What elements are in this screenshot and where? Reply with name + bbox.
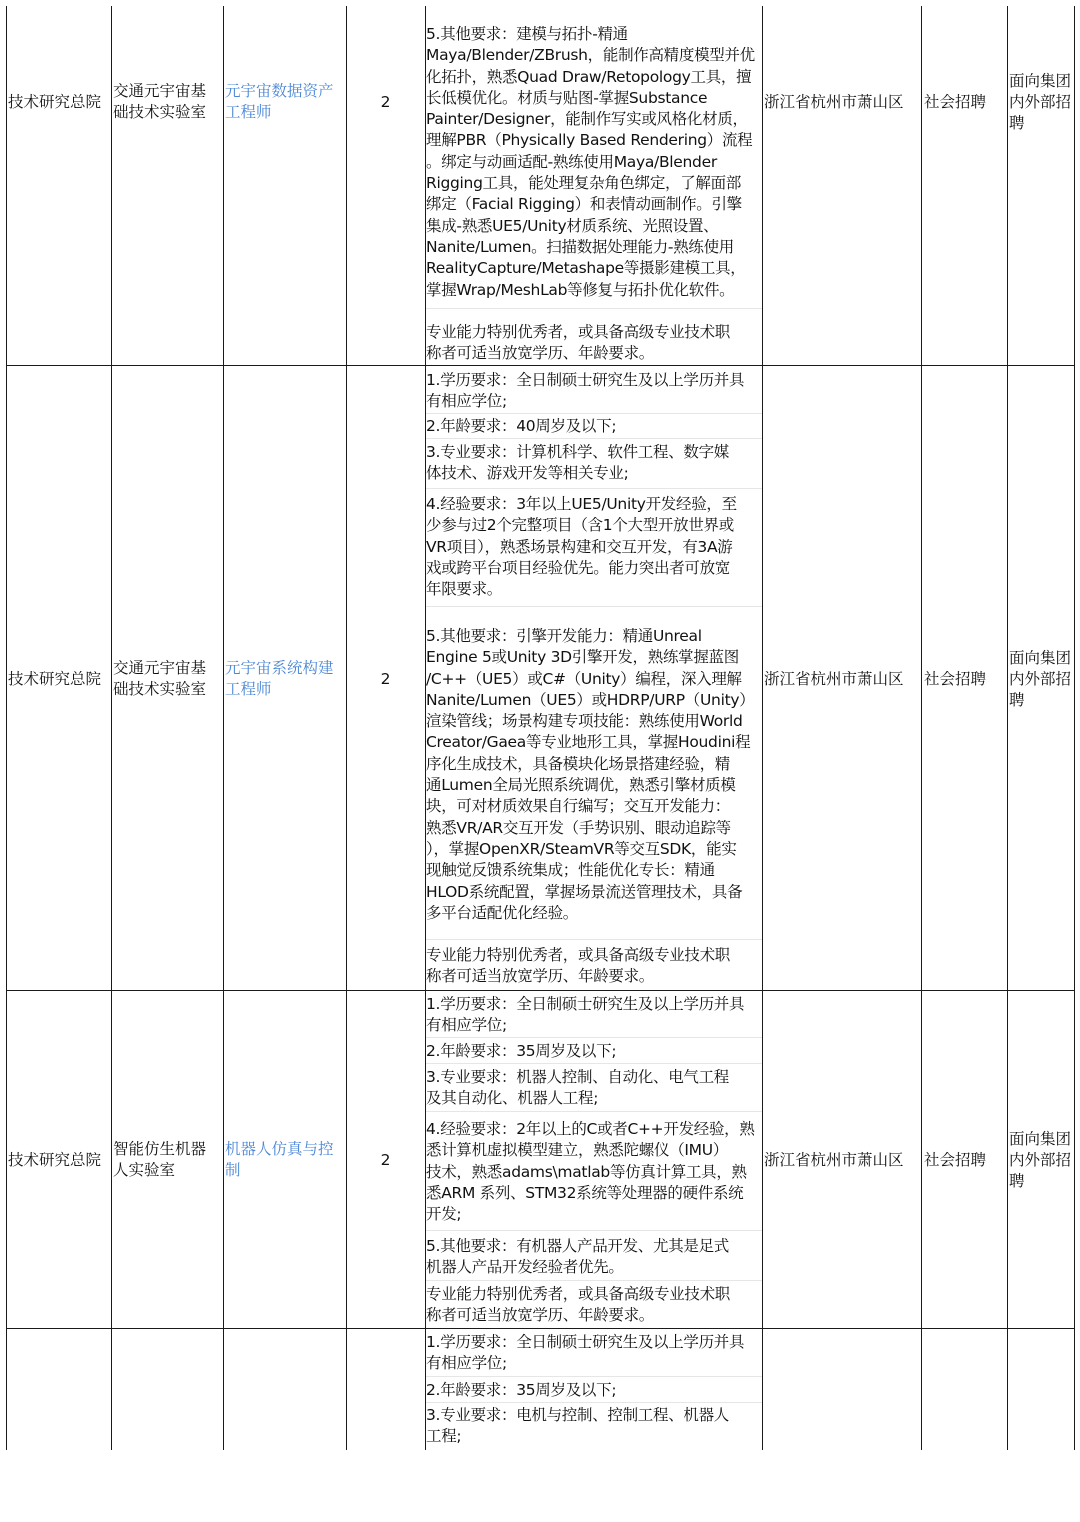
location-cell: 浙江省杭州市萧山区 <box>764 1151 904 1169</box>
requirement-item: 3.专业要求：计算机科学、软件工程、数字媒 体技术、游戏开发等相关专业; <box>426 443 729 483</box>
grid-line <box>762 6 763 1450</box>
location-cell: 浙江省杭州市萧山区 <box>764 93 904 111</box>
grid-line <box>346 6 347 1450</box>
cell-divider <box>426 1280 762 1281</box>
lab-cell: 智能仿生机器 人实验室 <box>113 1140 207 1179</box>
requirement-item: 2.年龄要求：35周岁及以下; <box>426 1042 617 1060</box>
dept-cell: 技术研究总院 <box>8 670 102 688</box>
cell-divider <box>426 1037 762 1038</box>
recruit-type-cell: 社会招聘 <box>924 670 987 688</box>
cell-divider <box>426 488 762 489</box>
headcount-cell: 2 <box>380 1151 391 1169</box>
grid-line <box>111 6 112 1450</box>
grid-line <box>1074 6 1075 1450</box>
row-border <box>6 365 1075 366</box>
scope-cell: 面向集团 内外部招 聘 <box>1009 649 1072 709</box>
lab-cell: 交通元宇宙基 础技术实验室 <box>113 659 207 698</box>
requirement-item: 5.其他要求：有机器人产品开发、尤其是足式 机器人产品开发经验者优先。 <box>426 1237 729 1277</box>
requirement-item: 专业能力特别优秀者，或具备高级专业技术职 称者可适当放宽学历、年龄要求。 <box>426 946 731 986</box>
grid-line <box>223 6 224 1450</box>
requirement-item: 3.专业要求：电机与控制、控制工程、机器人 工程; <box>426 1406 729 1446</box>
lab-cell: 交通元宇宙基 础技术实验室 <box>113 82 207 121</box>
cell-divider <box>426 1230 762 1231</box>
requirement-item: 4.经验要求：3年以上UE5/Unity开发经验，至 少参与过2个完整项目（含1个大型开放世界或 VR项目），熟悉场景构建和交互开发，有3A游 戏或跨平台项目经验优先。能力突出者可放宽 年限要求。 <box>426 495 737 599</box>
cell-divider <box>426 413 762 414</box>
cell-divider <box>426 1063 762 1064</box>
cell-divider <box>426 606 762 607</box>
scope-cell: 面向集团 内外部招 聘 <box>1009 72 1072 132</box>
requirement-item: 5.其他要求：建模与拓扑-精通 Maya/Blender/ZBrush，能制作高精度模型并优 化拓扑，熟悉Quad Draw/Retopology工具，擅 长低模优化。材质与贴图-掌握Substance Painter/Designer，能制作写实或风格化材质， 理解PBR（Physically Based Rendering）流程 。绑定与动画适配-熟练使用Maya/Blender Rigging工具，能处理复杂角色绑定，了解面部 绑定（Facial Rigging）和表情动画制作。引擎 集成-熟悉UE5/Unity材质系统、光照设置、 Nanite/Lumen。扫描数据处理能力-熟练使用 RealityCapture/Metashape等摄影建模工具， 掌握Wrap/MeshLab等修复与拓扑优化软件。 <box>426 25 755 299</box>
requirement-item: 1.学历要求：全日制硕士研究生及以上学历并具 有相应学位; <box>426 1333 745 1373</box>
requirement-item: 4.经验要求：2年以上的C或者C++开发经验，熟 悉计算机虚拟模型建立，熟悉陀螺仪（IMU） 技术，熟悉adams\matlab等仿真计算工具，熟 悉ARM 系列、STM32系统等处理器的硬件系统 开发; <box>426 1120 755 1224</box>
location-cell: 浙江省杭州市萧山区 <box>764 670 904 688</box>
cell-divider <box>426 939 762 940</box>
grid-line <box>6 6 7 1450</box>
row-border <box>6 990 1075 991</box>
requirement-item: 专业能力特别优秀者，或具备高级专业技术职 称者可适当放宽学历、年龄要求。 <box>426 323 731 363</box>
cell-divider <box>426 1402 762 1403</box>
cell-divider <box>426 308 762 309</box>
grid-line <box>921 6 922 1450</box>
recruit-type-cell: 社会招聘 <box>924 1151 987 1169</box>
position-link[interactable]: 元宇宙系统构建 工程师 <box>225 659 334 698</box>
requirement-item: 3.专业要求：机器人控制、自动化、电气工程 及其自动化、机器人工程; <box>426 1068 729 1108</box>
grid-line <box>1007 6 1008 1450</box>
cell-divider <box>426 1376 762 1377</box>
recruit-type-cell: 社会招聘 <box>924 93 987 111</box>
requirement-item: 5.其他要求：引擎开发能力：精通Unreal Engine 5或Unity 3D引擎开发，熟练掌握蓝图 /C++（UE5）或C#（Unity）编程，深入理解 Nanite/Lumen（UE5）或HDRP/URP（Unity） 渲染管线；场景构建专项技能：熟练使用World Creator/Gaea等专业地形工具，掌握Houdini程 序化生成技术，具备模块化场景搭建经验，精 通Lumen全局光照系统调优，熟悉引擎材质模 块，可对材质效果自行编写；交互开发能力： 熟悉VR/AR交互开发（手势识别、眼动追踪等 ），掌握OpenXR/SteamVR等交互SDK，能实 现触觉反馈系统集成；性能优化专长：精通 HLOD系统配置，掌握场景流送管理技术，具备 多平台适配优化经验。 <box>426 627 755 922</box>
position-link[interactable]: 元宇宙数据资产 工程师 <box>225 82 334 121</box>
cell-divider <box>426 438 762 439</box>
requirement-item: 2.年龄要求：35周岁及以下; <box>426 1381 617 1399</box>
requirement-item: 1.学历要求：全日制硕士研究生及以上学历并具 有相应学位; <box>426 371 745 411</box>
requirement-item: 专业能力特别优秀者，或具备高级专业技术职 称者可适当放宽学历、年龄要求。 <box>426 1285 731 1325</box>
cell-divider <box>426 1111 762 1112</box>
requirement-item: 2.年龄要求：40周岁及以下; <box>426 417 617 435</box>
requirement-item: 1.学历要求：全日制硕士研究生及以上学历并具 有相应学位; <box>426 995 745 1035</box>
dept-cell: 技术研究总院 <box>8 1151 102 1169</box>
headcount-cell: 2 <box>380 93 391 111</box>
row-border <box>6 1328 1075 1329</box>
scope-cell: 面向集团 内外部招 聘 <box>1009 1130 1072 1190</box>
headcount-cell: 2 <box>380 670 391 688</box>
dept-cell: 技术研究总院 <box>8 93 102 111</box>
position-link[interactable]: 机器人仿真与控 制 <box>225 1140 334 1179</box>
